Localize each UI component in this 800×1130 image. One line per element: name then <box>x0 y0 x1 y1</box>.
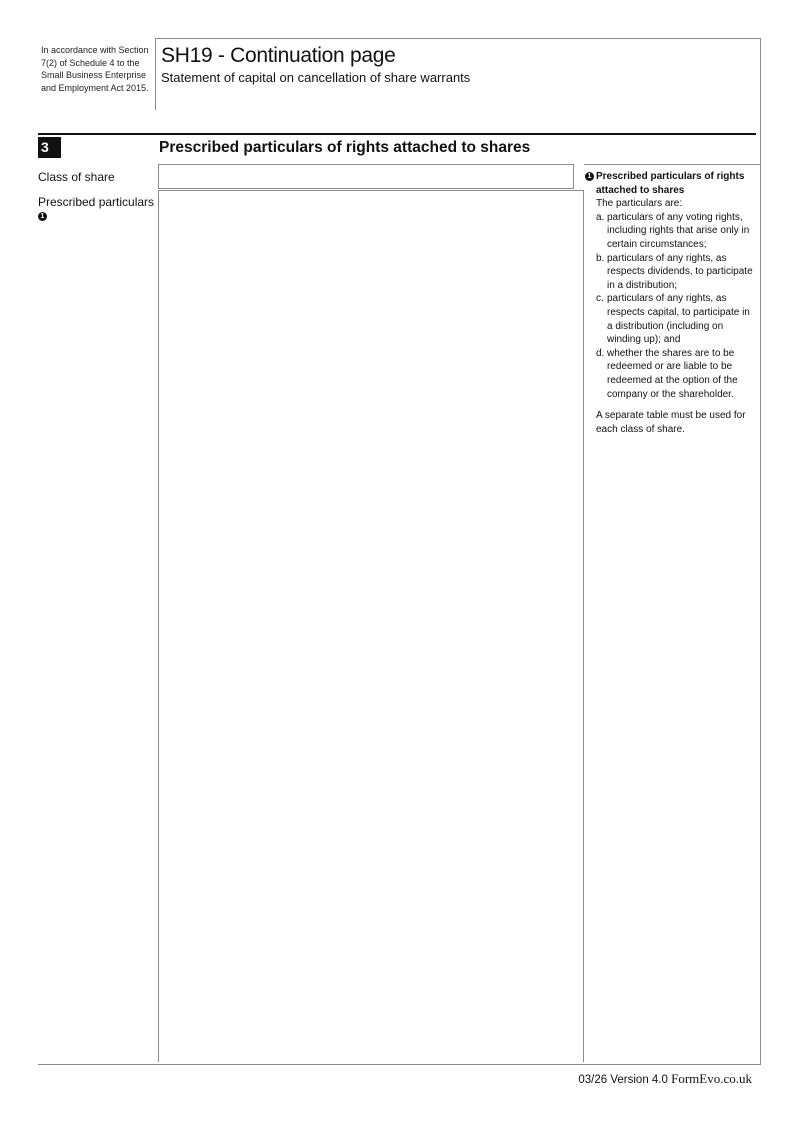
guidance-item-text: particulars of any voting rights, including rights that arise only in certain circumstances; <box>607 211 750 250</box>
footer <box>578 1072 752 1087</box>
guidance-item-letter: b. <box>596 252 605 264</box>
guidance-item <box>585 252 757 293</box>
guidance-list <box>585 211 757 401</box>
guidance-item-text: whether the shares are to be redeemed or are liable to be redeemed at the option of the company or the shareholder. <box>607 347 738 400</box>
note-marker-icon: 1 <box>38 212 47 221</box>
guidance-item <box>585 292 757 346</box>
guidance-item <box>585 211 757 252</box>
section-title: Prescribed particulars of rights attached to shares <box>159 139 531 156</box>
guidance-title-text: Prescribed particulars of rights attached to shares <box>596 171 745 196</box>
guidance-item-text: particulars of any rights, as respects capital, to participate in a distribution (including on winding up); and <box>607 293 750 346</box>
header-divider <box>155 38 156 110</box>
guidance-panel <box>585 170 757 436</box>
guidance-top-rule <box>584 164 760 165</box>
guidance-item-letter: a. <box>596 211 605 223</box>
class-of-share-label: Class of share <box>38 170 115 184</box>
page-subtitle: Statement of capital on cancellation of share warrants <box>161 70 471 85</box>
guidance-item-letter: d. <box>596 347 605 359</box>
guidance-item-text: particulars of any rights, as respects dividends, to participate in a distribution; <box>607 252 753 291</box>
footer-brand: FormEvo.co.uk <box>671 1071 752 1086</box>
footer-version: 03/26 Version 4.0 <box>578 1074 668 1086</box>
prescribed-particulars-label-text: Prescribed particulars <box>38 195 155 209</box>
guidance-title <box>585 170 757 197</box>
guidance-marker-icon: 1 <box>585 172 594 181</box>
page-top-rule <box>155 38 761 39</box>
class-of-share-field[interactable] <box>158 164 574 189</box>
guidance-item-letter: c. <box>596 293 604 305</box>
page-right-rule <box>760 38 761 1064</box>
section-number: 3 <box>38 137 61 158</box>
section-rule <box>38 133 756 135</box>
legal-note: In accordance with Section 7(2) of Schedule 4 to the Small Business Enterprise and Employment Act 2015. <box>41 45 149 93</box>
page-bottom-rule <box>38 1064 761 1065</box>
guidance-intro: The particulars are: <box>596 198 683 210</box>
page-title: SH19 - Continuation page <box>161 44 396 67</box>
prescribed-particulars-field[interactable] <box>158 190 584 1062</box>
prescribed-particulars-label <box>38 195 154 223</box>
guidance-item <box>585 347 757 401</box>
guidance-note: A separate table must be used for each class of share. <box>596 410 746 435</box>
